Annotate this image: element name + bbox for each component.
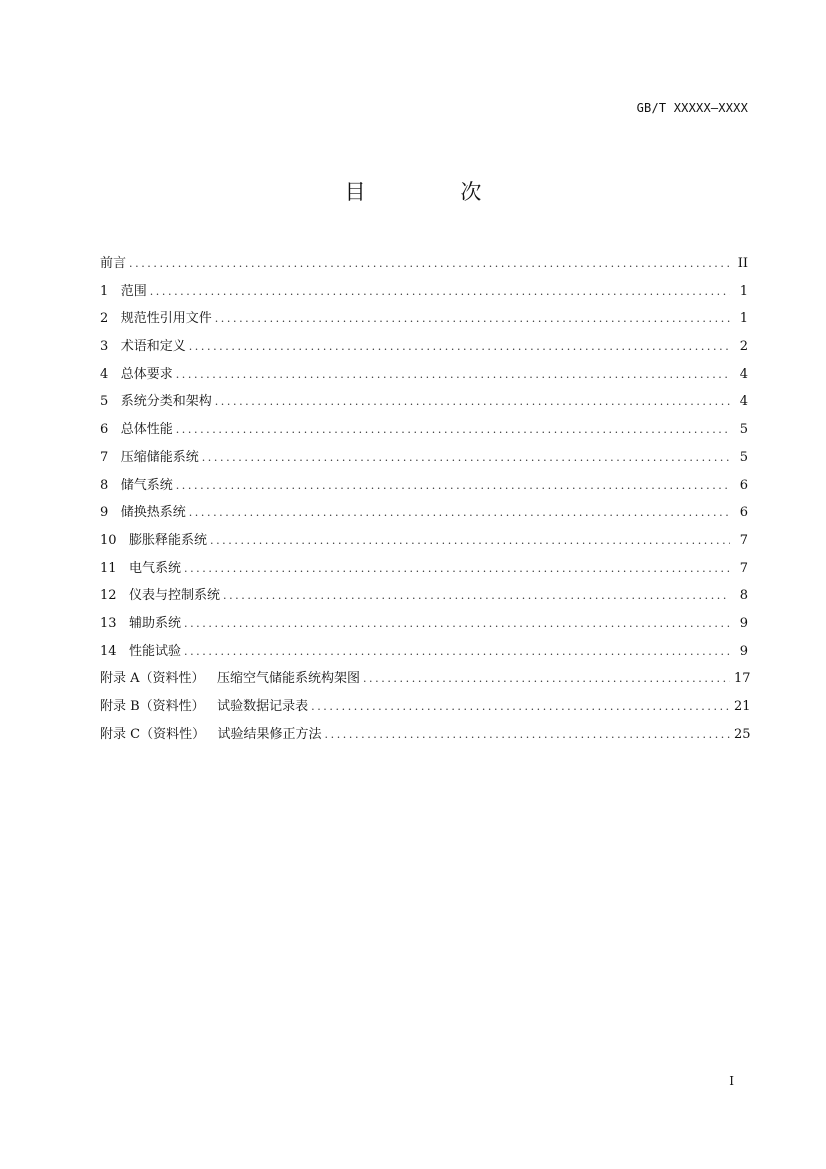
toc-entry-page: 7 — [739, 560, 748, 576]
page-number: I — [729, 1074, 734, 1088]
toc-entry-label: 前言 — [100, 256, 127, 271]
toc-entry-label: 仪表与控制系统 — [128, 588, 220, 604]
toc-leader-dots — [215, 393, 730, 411]
toc-entry-label: 范围 — [120, 283, 147, 299]
toc-leader-dots — [176, 477, 730, 495]
toc-entry-page: 4 — [739, 366, 748, 382]
toc-entry-number: 2 — [100, 311, 109, 327]
standard-code: GB/T XXXXX—XXXX — [636, 101, 748, 115]
toc-entry-label: 储气系统 — [120, 477, 173, 493]
toc-entry-label: 性能试验 — [128, 643, 181, 659]
toc-leader-dots — [176, 421, 730, 439]
toc-leader-dots — [184, 643, 730, 661]
toc-entry-annex-b[interactable] — [100, 698, 751, 726]
toc-entry-12[interactable] — [100, 587, 748, 615]
toc-leader-dots — [150, 283, 730, 301]
toc-entry-label: 辅助系统 — [128, 615, 181, 631]
toc-leader-dots — [189, 338, 730, 356]
toc-annex-tag: 附录 B（资料性） — [100, 699, 205, 714]
toc-entry-8[interactable] — [100, 477, 748, 505]
toc-entry-number: 4 — [100, 366, 109, 382]
toc-entry-7[interactable] — [100, 449, 748, 477]
toc-entry-annex-a[interactable] — [100, 670, 751, 698]
toc-entry-page: 8 — [739, 588, 748, 604]
toc-entry-2[interactable] — [100, 310, 748, 338]
toc-leader-dots — [202, 449, 730, 467]
table-of-contents — [100, 255, 751, 753]
toc-entry-annex-c[interactable] — [100, 726, 751, 754]
toc-leader-dots — [176, 366, 730, 384]
toc-entry-label: 系统分类和架构 — [120, 394, 212, 410]
toc-entry-label: 电气系统 — [128, 560, 181, 576]
toc-entry-page: 1 — [739, 283, 748, 299]
toc-leader-dots — [325, 726, 730, 744]
toc-entry-page: 5 — [739, 422, 748, 438]
toc-entry-number: 7 — [100, 449, 109, 465]
toc-entry-page: 21 — [734, 699, 751, 714]
toc-entry-number: 10 — [100, 532, 117, 548]
toc-entry-page: 5 — [739, 449, 748, 465]
toc-title: 目 次 — [344, 180, 526, 204]
toc-entry-6[interactable] — [100, 421, 748, 449]
toc-leader-dots — [129, 255, 730, 273]
toc-leader-dots — [184, 560, 730, 578]
toc-entry-label: 术语和定义 — [120, 339, 186, 355]
toc-leader-dots — [189, 504, 730, 522]
toc-leader-dots — [363, 670, 730, 688]
toc-entry-page: 1 — [739, 311, 748, 327]
toc-entry-label: 总体性能 — [120, 422, 173, 438]
toc-entry-9[interactable] — [100, 504, 748, 532]
toc-entry-number: 14 — [100, 643, 117, 659]
toc-entry-page: 25 — [734, 726, 751, 742]
toc-entry-page: 7 — [739, 532, 748, 548]
toc-entry-label: 压缩储能系统 — [120, 449, 199, 465]
toc-entry-page: 9 — [739, 615, 748, 631]
toc-entry-page: 2 — [739, 339, 748, 355]
toc-entry-page: II — [737, 256, 748, 271]
toc-entry-label: 总体要求 — [120, 366, 173, 382]
toc-leader-dots — [311, 698, 730, 716]
toc-leader-dots — [215, 310, 730, 328]
toc-entry-label: 压缩空气储能系统构架图 — [216, 671, 360, 687]
toc-entry-number: 8 — [100, 477, 109, 493]
toc-entry-label: 试验结果修正方法 — [217, 726, 322, 742]
toc-leader-dots — [184, 615, 730, 633]
toc-entry-label: 规范性引用文件 — [120, 311, 212, 327]
toc-entry-13[interactable] — [100, 615, 748, 643]
toc-annex-tag: 附录 C（资料性） — [100, 726, 206, 742]
toc-entry-number: 3 — [100, 339, 109, 355]
toc-annex-tag: 附录 A（资料性） — [100, 671, 205, 687]
toc-entry-page: 6 — [739, 505, 748, 521]
toc-entry-number: 12 — [100, 588, 117, 604]
toc-leader-dots — [210, 532, 730, 550]
toc-entry-page: 6 — [739, 477, 748, 493]
toc-entry-1[interactable] — [100, 283, 748, 311]
toc-entry-number: 6 — [100, 422, 109, 438]
toc-entry-page: 17 — [734, 671, 751, 687]
toc-entry-foreword[interactable] — [100, 255, 748, 283]
toc-entry-label: 储换热系统 — [120, 505, 186, 521]
toc-entry-number: 5 — [100, 394, 109, 410]
toc-entry-number: 13 — [100, 615, 117, 631]
toc-entry-page: 9 — [739, 643, 748, 659]
toc-entry-5[interactable] — [100, 393, 748, 421]
toc-entry-page: 4 — [739, 394, 748, 410]
toc-entry-label: 试验数据记录表 — [217, 699, 309, 714]
toc-entry-11[interactable] — [100, 560, 748, 588]
toc-entry-number: 11 — [100, 560, 117, 576]
toc-entry-label: 膨胀释能系统 — [128, 532, 207, 548]
toc-entry-number: 9 — [100, 505, 109, 521]
toc-entry-3[interactable] — [100, 338, 748, 366]
toc-entry-10[interactable] — [100, 532, 748, 560]
toc-entry-14[interactable] — [100, 643, 748, 671]
toc-leader-dots — [223, 587, 730, 605]
toc-entry-number: 1 — [100, 283, 109, 299]
toc-entry-4[interactable] — [100, 366, 748, 394]
